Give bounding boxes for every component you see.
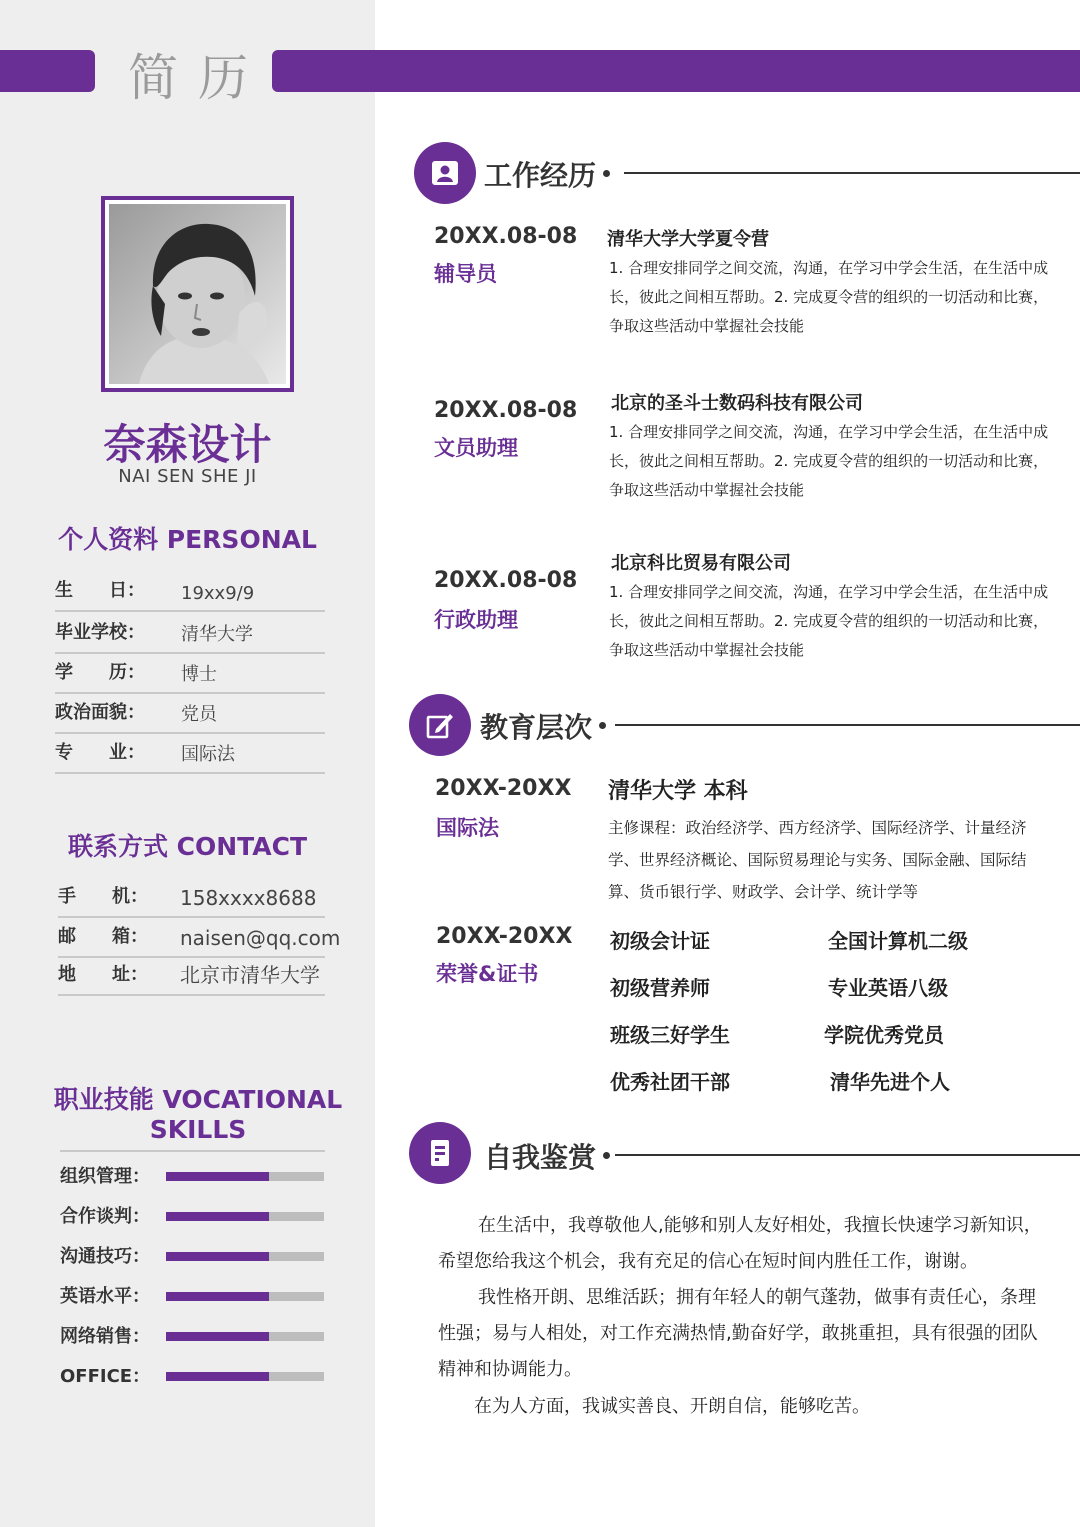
honors-label: 荣誉&证书 — [436, 962, 539, 986]
contact-value: naisen@qq.com — [180, 926, 341, 950]
work-company: 北京的圣斗士数码科技有限公司 — [611, 393, 863, 414]
skill-bar — [166, 1332, 324, 1341]
education-title-line — [615, 724, 1080, 726]
contact-value: 北京市清华大学 — [180, 963, 320, 987]
contact-heading: 联系方式 CONTACT — [67, 832, 308, 861]
pen-edit-icon — [425, 710, 455, 740]
skill-bar — [166, 1212, 324, 1221]
skill-bar-fill — [166, 1212, 269, 1221]
certificate-item: 学院优秀党员 — [824, 1023, 944, 1047]
self-paragraph: 在为人方面，我诚实善良、开朗自信，能够吃苦。 — [474, 1396, 870, 1417]
certificate-item: 初级营养师 — [610, 976, 710, 1000]
contact-label: 地 址： — [58, 964, 148, 985]
personal-heading: 个人资料 PERSONAL — [58, 525, 317, 554]
self-paragraph: 我性格开朗、思维活跃；拥有年轻人的朝气蓬勃，做事有责任心，条理性强；易与人相处，对工作充满热情,勤奋好学，敢挑重担，具有很强的团队精神和协调能力。 — [438, 1287, 1038, 1380]
self-title-line — [615, 1154, 1080, 1156]
profile-name: 奈森设计 — [103, 420, 272, 469]
education-section-title: 教育层次 — [480, 711, 593, 744]
certificate-item: 班级三好学生 — [610, 1023, 730, 1047]
skill-bar-fill — [166, 1252, 269, 1261]
personal-label: 政治面貌： — [55, 702, 145, 723]
skill-row — [60, 1360, 330, 1388]
portrait-photo — [109, 204, 286, 384]
contact-row — [58, 878, 325, 918]
work-role: 行政助理 — [434, 608, 518, 632]
work-title-line — [624, 172, 1080, 174]
skill-bar — [166, 1372, 324, 1381]
certificate-item: 专业英语八级 — [828, 976, 948, 1000]
personal-label: 毕业学校： — [55, 622, 145, 643]
personal-label: 学 历： — [55, 662, 145, 683]
self-title-dot — [603, 1152, 610, 1159]
work-date: 20XX.08-08 — [434, 398, 578, 423]
personal-value: 党员 — [181, 704, 217, 725]
education-school: 清华大学 本科 — [608, 779, 748, 804]
personal-value: 国际法 — [181, 744, 235, 765]
self-paragraph: 在生活中，我尊敬他人,能够和别人友好相处，我擅长快速学习新知识，希望您给我这个机会，我有充足的信心在短时间内胜任工作，谢谢。 — [438, 1215, 1042, 1272]
skill-label: 网络销售： — [60, 1326, 150, 1347]
certificate-item: 优秀社团干部 — [610, 1070, 730, 1094]
skill-label: 组织管理： — [60, 1166, 150, 1187]
skill-row — [60, 1240, 330, 1268]
personal-row — [55, 654, 325, 694]
work-section-title: 工作经历 — [484, 159, 597, 192]
skill-row — [60, 1320, 330, 1348]
work-date: 20XX.08-08 — [434, 224, 578, 249]
contact-label: 手 机： — [58, 886, 148, 907]
skill-bar — [166, 1172, 324, 1181]
self-section-title: 自我鉴赏 — [484, 1141, 597, 1174]
work-company: 清华大学大学夏令营 — [607, 229, 769, 250]
work-company: 北京科比贸易有限公司 — [611, 553, 791, 574]
profile-photo — [101, 196, 294, 392]
work-description: 1. 合理安排同学之间交流，沟通，在学习中学会生活，在生活中成长，彼此之间相互帮助。2. 完成夏令营的组织的一切活动和比赛，争取这些活动中掌握社会技能 — [609, 259, 1049, 335]
contact-row — [58, 918, 341, 958]
work-title-dot — [603, 170, 610, 177]
personal-row — [55, 572, 325, 612]
work-description: 1. 合理安排同学之间交流，沟通，在学习中学会生活，在生活中成长，彼此之间相互帮助。2. 完成夏令营的组织的一切活动和比赛，争取这些活动中掌握社会技能 — [609, 583, 1049, 659]
personal-value: 19xx9/9 — [181, 583, 255, 604]
skill-bar — [166, 1292, 324, 1301]
honors-date: 20XX-20XX — [436, 924, 573, 949]
personal-row — [55, 734, 325, 774]
skill-label: 合作谈判： — [60, 1206, 150, 1227]
personal-value: 清华大学 — [181, 624, 253, 645]
skill-label: 英语水平： — [60, 1286, 150, 1307]
personal-row — [55, 694, 325, 734]
education-courses: 主修课程：政治经济学、西方经济学、国际经济学、计量经济学、世界经济概论、国际贸易理论与实务、国际金融、国际结算、货币银行学、财政学、会计学、统计学等 — [608, 819, 1027, 901]
education-major: 国际法 — [436, 816, 499, 840]
skills-divider — [60, 1150, 325, 1152]
header-bar-right — [272, 50, 1080, 92]
skill-bar-fill — [166, 1292, 269, 1301]
skill-row — [60, 1200, 330, 1228]
education-date: 20XX-20XX — [435, 776, 572, 801]
work-role: 辅导员 — [434, 262, 497, 286]
skill-label: 沟通技巧： — [60, 1246, 150, 1267]
self-section-icon — [409, 1122, 471, 1184]
skill-bar-fill — [166, 1372, 269, 1381]
skill-row — [60, 1160, 330, 1188]
skill-bar-fill — [166, 1172, 269, 1181]
work-section-icon — [414, 142, 476, 204]
personal-value: 博士 — [181, 664, 217, 685]
certificate-item: 初级会计证 — [610, 929, 710, 953]
certificate-item: 全国计算机二级 — [828, 929, 968, 953]
skill-row — [60, 1280, 330, 1308]
personal-label: 生 日： — [55, 580, 145, 601]
id-card-icon — [430, 158, 460, 188]
contact-label: 邮 箱： — [58, 926, 148, 947]
resume-title: 简历 — [128, 49, 268, 107]
education-title-dot — [599, 722, 606, 729]
contact-value: 158xxxx8688 — [180, 886, 317, 910]
skill-bar — [166, 1252, 324, 1261]
contact-row — [58, 956, 325, 996]
skills-heading: 职业技能 VOCATIONAL SKILLS — [53, 1085, 343, 1144]
work-date: 20XX.08-08 — [434, 568, 578, 593]
work-role: 文员助理 — [434, 436, 518, 460]
personal-row — [55, 614, 325, 654]
personal-label: 专 业： — [55, 742, 145, 763]
header-bar-left — [0, 50, 95, 92]
skill-bar-fill — [166, 1332, 269, 1341]
profile-name-en: NAI SEN SHE JI — [118, 466, 257, 487]
skill-label: OFFICE： — [60, 1366, 151, 1387]
education-section-icon — [409, 694, 471, 756]
work-description: 1. 合理安排同学之间交流，沟通，在学习中学会生活，在生活中成长，彼此之间相互帮助。2. 完成夏令营的组织的一切活动和比赛，争取这些活动中掌握社会技能 — [609, 423, 1049, 499]
certificate-item: 清华先进个人 — [830, 1070, 950, 1094]
document-icon — [425, 1138, 455, 1168]
